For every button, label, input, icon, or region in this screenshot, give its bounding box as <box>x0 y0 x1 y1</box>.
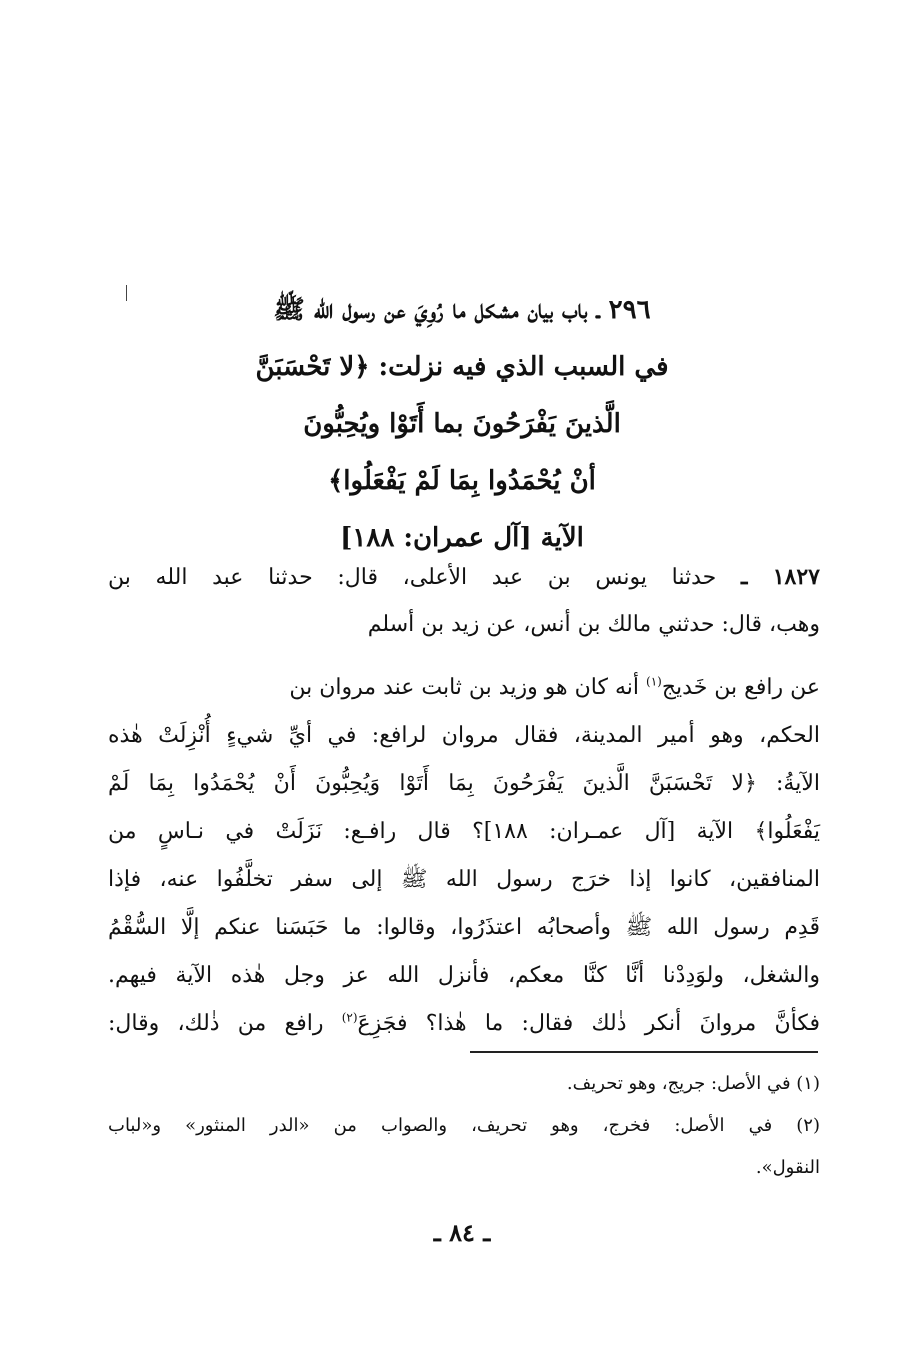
text-segment: رافع من ذٰلك، وقال: <box>108 1011 342 1036</box>
text-line: والشغل، ولوَدِدْنا أنَّا كنَّا معكم، فأنزل الله عز وجل هٰذه الآية فيهم. <box>108 963 820 988</box>
hadith-number: ١٨٢٧ ـ <box>740 564 820 590</box>
footnote-2-continued: النقول». <box>755 1157 820 1178</box>
footnote-2: (٢) في الأصل: فخرج، وهو تحريف، والصواب من «الدر المنثور» و«لباب <box>108 1115 820 1136</box>
text-segment: عن رافع بن خَديج <box>661 675 820 700</box>
chapter-heading <box>150 282 774 567</box>
text-line: قَدِم رسول الله ﷺ وأصحابُه اعتذَرُوا، وقالوا: ما حَبَسَنا عنكم إلَّا السُّقْمُ <box>108 915 820 940</box>
text-line: يَفْعَلُوا﴾ الآية [آل عمـران: ١٨٨]؟ قال رافـع: نَزَلَتْ في نـاسٍ من <box>108 819 820 844</box>
text-segment: أنه كان هو وزيد بن ثابت عند مروان بن <box>289 675 646 700</box>
chapter-heading-line: الَّذينَ يَفْرَحُونَ بما أَتَوْا ويُحِبُّونَ <box>303 409 621 439</box>
text-line <box>108 664 820 712</box>
isnad-line <box>108 553 820 601</box>
isnad-line: وهب، قال: حدثني مالك بن أنس، عن زيد بن أسلم <box>367 612 820 637</box>
footnote-separator <box>470 1051 818 1053</box>
text-line: الحكم، وهو أمير المدينة، فقال مروان لرافع: في أيِّ شيءٍ أُنْزِلَتْ هٰذه <box>108 723 820 748</box>
chapter-heading-line: أنْ يُحْمَدُوا بِمَا لَمْ يَفْعَلُوا﴾ <box>328 466 596 496</box>
footnote-1: (١) في الأصل: جريج، وهو تحريف. <box>566 1073 820 1094</box>
page-number: ـ ٨٤ ـ <box>433 1218 491 1247</box>
text-line <box>108 1000 820 1048</box>
text-line: المنافقين، كانوا إذا خرَج رسول الله ﷺ إلى سفر تخلَّفُوا عنه، فإذا <box>108 867 820 892</box>
chapter-heading-line: الآية [آل عمران: ١٨٨] <box>340 523 584 553</box>
footnote-ref: (١) <box>646 674 662 689</box>
chapter-heading-line: في السبب الذي فيه نزلت: ﴿لا تَحْسَبَنَّ <box>255 352 669 382</box>
chapter-heading-line: ٢٩٦ ـ باب بيان مشكل ما رُوِيَ عن رسول الله ﷺ <box>273 295 651 325</box>
margin-mark <box>126 285 127 301</box>
text-line: الآيةُ: ﴿لا تَحْسَبَنَّ الَّذينَ يَفْرَحُونَ بِمَا أَتَوْا وَيُحِبُّونَ أَنْ يُحْمَدُوا بِمَا لَمْ <box>108 771 820 796</box>
isnad-text: حدثنا يونس بن عبد الأعلى، قال: حدثنا عبد الله بن <box>108 565 717 590</box>
paragraph-gap <box>108 649 820 664</box>
footnote-ref: (٢) <box>341 1010 358 1025</box>
text-segment: فكأنَّ مروانَ أنكر ذٰلك فقال: ما هٰذا؟ فجَزِعَ <box>357 1011 820 1036</box>
hadith-body <box>108 553 820 1048</box>
footnotes <box>108 1063 820 1189</box>
